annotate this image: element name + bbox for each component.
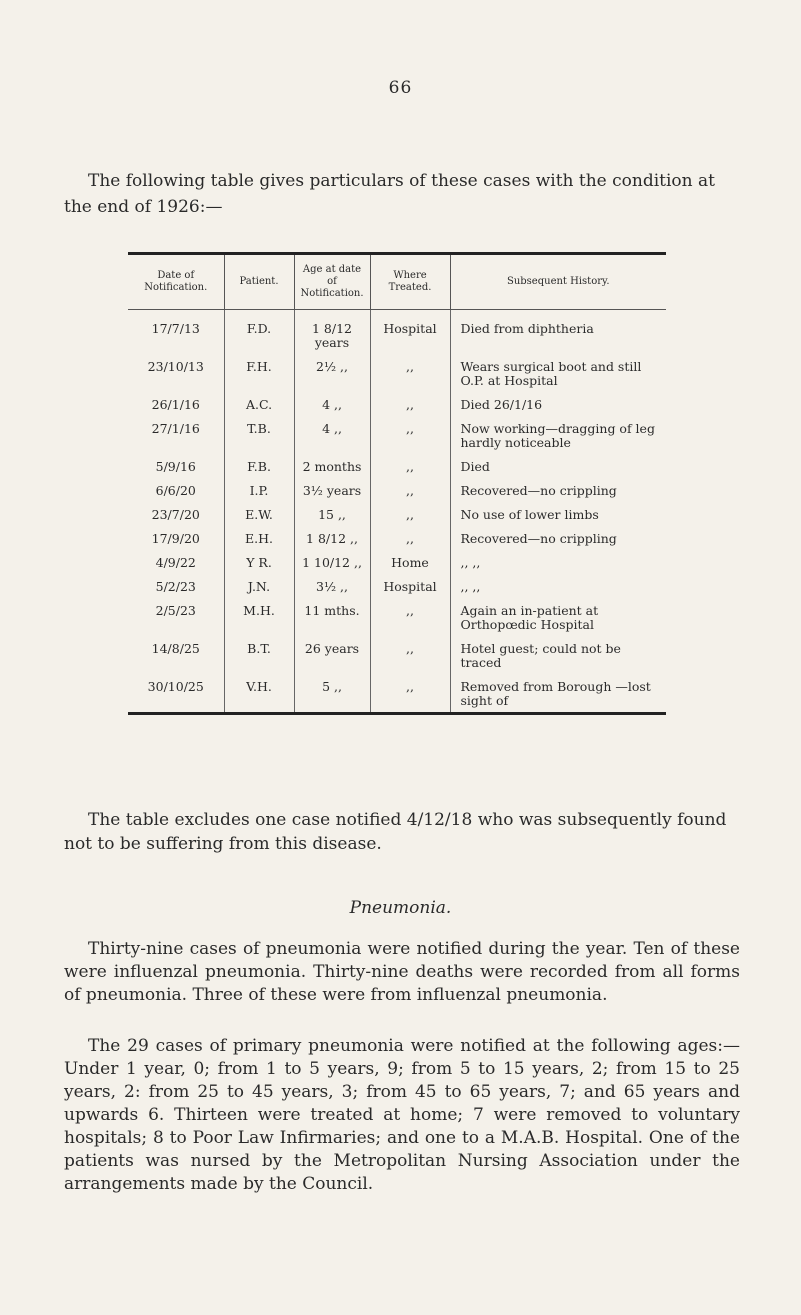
table-row <box>128 674 666 712</box>
cell-date: 14/8/25 <box>128 636 224 674</box>
cell-history: Died from diphtheria <box>460 321 594 336</box>
cell-age: 2½ ,, <box>294 354 370 392</box>
cell-patient: V.H. <box>224 674 294 712</box>
cell-patient: F.H. <box>224 354 294 392</box>
cell-patient: M.H. <box>224 598 294 636</box>
cell-date: 4/9/22 <box>128 550 224 574</box>
cell-patient: T.B. <box>224 416 294 454</box>
table-row <box>128 574 666 598</box>
table-row <box>128 526 666 550</box>
cell-where: Hospital <box>370 574 450 598</box>
cell-patient: B.T. <box>224 636 294 674</box>
header-where: Where Treated. <box>370 255 450 310</box>
cell-age: 26 years <box>294 636 370 674</box>
cell-age: 4 ,, <box>294 392 370 416</box>
cell-history: Removed from Borough —lost sight of <box>460 679 651 708</box>
table-footnote: The table excludes one case notified 4/12/18 who was subsequently found not to be suffering from this disease. <box>64 810 727 854</box>
cell-where: ,, <box>370 674 450 712</box>
cell-date: 23/7/20 <box>128 502 224 526</box>
cell-where: Hospital <box>370 310 450 355</box>
table-row <box>128 478 666 502</box>
cell-where: ,, <box>370 478 450 502</box>
cell-date: 23/10/13 <box>128 354 224 392</box>
cell-where: ,, <box>370 454 450 478</box>
table-row <box>128 392 666 416</box>
header-date: Date of Notification. <box>128 255 224 310</box>
cell-age: 1 8/12 years <box>294 310 370 355</box>
cases-table <box>128 252 666 715</box>
header-history: Subsequent History. <box>450 255 666 310</box>
cell-history: Recovered—no crippling <box>460 531 617 546</box>
cell-date: 2/5/23 <box>128 598 224 636</box>
cell-patient: J.N. <box>224 574 294 598</box>
cell-date: 5/2/23 <box>128 574 224 598</box>
header-patient: Patient. <box>224 255 294 310</box>
cell-history: Hotel guest; could not be traced <box>460 641 621 670</box>
cell-where: Home <box>370 550 450 574</box>
page-number: 66 <box>388 78 413 98</box>
cell-history: ,, ,, <box>460 579 481 594</box>
table-row <box>128 454 666 478</box>
cell-age: 3½ years <box>294 478 370 502</box>
cell-date: 17/7/13 <box>128 310 224 355</box>
cell-where: ,, <box>370 598 450 636</box>
cell-patient: I.P. <box>224 478 294 502</box>
cell-age: 1 8/12 ,, <box>294 526 370 550</box>
cell-where: ,, <box>370 354 450 392</box>
cell-history: ,, ,, <box>460 555 481 570</box>
cell-patient: E.W. <box>224 502 294 526</box>
table-row <box>128 354 666 392</box>
cell-age: 3½ ,, <box>294 574 370 598</box>
cell-date: 6/6/20 <box>128 478 224 502</box>
cell-age: 5 ,, <box>294 674 370 712</box>
cell-where: ,, <box>370 416 450 454</box>
cell-date: 17/9/20 <box>128 526 224 550</box>
cell-age: 11 mths. <box>294 598 370 636</box>
header-age: Age at date of Notification. <box>294 255 370 310</box>
cell-date: 30/10/25 <box>128 674 224 712</box>
cell-history: Recovered—no crippling <box>460 483 617 498</box>
cell-where: ,, <box>370 636 450 674</box>
cell-where: ,, <box>370 502 450 526</box>
cell-patient: E.H. <box>224 526 294 550</box>
cell-date: 5/9/16 <box>128 454 224 478</box>
table-bottom-rule <box>128 712 666 715</box>
cell-history: No use of lower limbs <box>460 507 599 522</box>
cell-age: 4 ,, <box>294 416 370 454</box>
pneumonia-paragraph-1: Thirty-nine cases of pneumonia were notified during the year. Ten of these were influenzal pneumonia. Thirty-nine deaths were recorded from all forms of pneumonia. Three of these were from influenzal pneumonia. <box>64 939 740 1005</box>
cell-where: ,, <box>370 526 450 550</box>
cell-patient: A.C. <box>224 392 294 416</box>
table-row <box>128 310 666 355</box>
table-row <box>128 598 666 636</box>
cell-patient: F.B. <box>224 454 294 478</box>
cell-where: ,, <box>370 392 450 416</box>
cell-age: 2 months <box>294 454 370 478</box>
cell-history: Again an in-patient at Orthopœdic Hospital <box>460 603 599 632</box>
table-row <box>128 502 666 526</box>
cell-age: 1 10/12 ,, <box>294 550 370 574</box>
cell-date: 26/1/16 <box>128 392 224 416</box>
pneumonia-paragraph-2: The 29 cases of primary pneumonia were notified at the following ages:— Under 1 year, 0; from 1 to 5 years, 9; from 5 to 15 years, 2; from 15 to 25 years, 2: from 25 to 45 years, 3; from 45 to 65 years, 7; and 65 years and upwards 6. Thirteen were treated at home; 7 were removed to voluntary hospitals; 8 to Poor Law Infirmaries; and one to a M.A.B. Hospital. One of the patients was nursed by the Metropolitan Nursing Association under the arrangements made by the Council. <box>64 1036 740 1194</box>
cell-history: Now working—dragging of leg hardly noticeable <box>460 421 655 450</box>
cell-history: Died <box>460 459 490 474</box>
cell-age: 15 ,, <box>294 502 370 526</box>
cell-patient: F.D. <box>224 310 294 355</box>
table-row <box>128 636 666 674</box>
cell-patient: Y R. <box>224 550 294 574</box>
cell-date: 27/1/16 <box>128 416 224 454</box>
cell-history: Wears surgical boot and still O.P. at Hospital <box>460 359 642 388</box>
table-row <box>128 416 666 454</box>
cell-history: Died 26/1/16 <box>460 397 543 412</box>
table-row <box>128 550 666 574</box>
table-header-row <box>128 255 666 310</box>
section-title: Pneumonia. <box>349 898 452 918</box>
intro-paragraph: The following table gives particulars of these cases with the condition at the end of 1926:— <box>64 171 715 217</box>
